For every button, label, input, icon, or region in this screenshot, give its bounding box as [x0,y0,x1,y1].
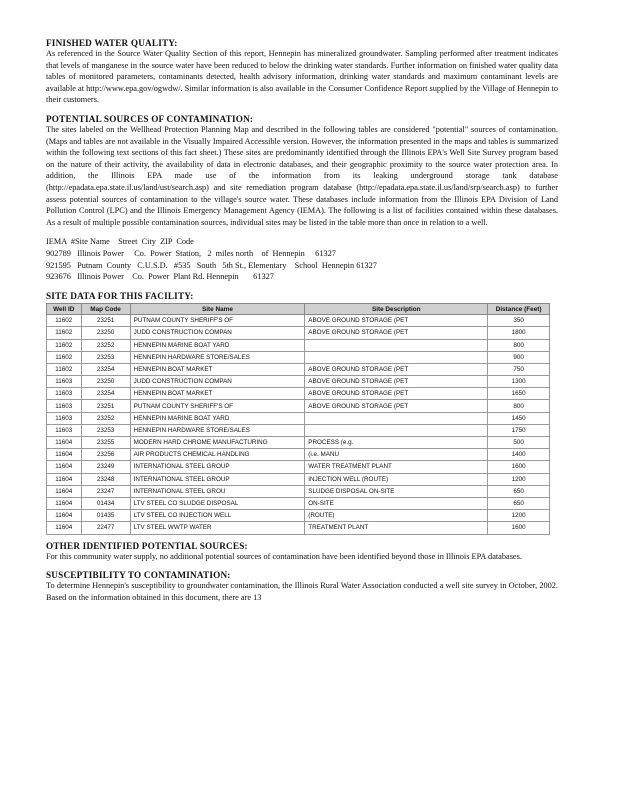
site-description-cell: TREATMENT PLANT [305,522,488,534]
column-header: Site Name [130,304,305,315]
site-description-cell [305,351,488,363]
iema-line: 902789 Illinois Power Co. Power Station, 2 miles north of Hennepin 61327 [46,249,336,259]
distance-cell: 650 [488,497,550,509]
site-description-cell: ABOVE GROUND STORAGE (PET [305,327,488,339]
site-description-cell [305,339,488,351]
distance-cell: 1600 [488,522,550,534]
well-id-cell: 11604 [47,522,82,534]
site-data-heading: SITE DATA FOR THIS FACILITY: [46,291,194,302]
column-header: Distance (Feet) [488,304,550,315]
site-name-cell: HENNEPIN BOAT MARKET [130,388,305,400]
susceptibility-heading: SUSCEPTIBILITY TO CONTAMINATION: [46,570,231,581]
site-name-cell: LTV STEEL CO SLUDGE DISPOSAL [130,497,305,509]
distance-cell: 1750 [488,424,550,436]
site-description-cell: ABOVE GROUND STORAGE (PET [305,363,488,375]
table-row [47,437,550,449]
table-row [47,449,550,461]
well-id-cell: 11603 [47,424,82,436]
well-id-cell: 11604 [47,485,82,497]
susceptibility-text: To determine Hennepin's susceptibility to groundwater contamination, the Illinois Rural Water Association conducted a well site survey in October, 2002. Based on the information obtained in this document, there are 13 [46,581,558,602]
site-name-cell: AIR PRODUCTS CHEMICAL HANDLING [130,449,305,461]
table-row [47,315,550,327]
well-id-cell: 11602 [47,363,82,375]
site-description-cell [305,412,488,424]
site-description-cell: ABOVE GROUND STORAGE (PET [305,400,488,412]
map-code-cell: 23255 [81,437,130,449]
site-description-cell: INJECTION WELL (ROUTE) [305,473,488,485]
well-id-cell: 11604 [47,473,82,485]
distance-cell: 1650 [488,388,550,400]
map-code-cell: 22477 [81,522,130,534]
site-description-cell: ABOVE GROUND STORAGE (PET [305,388,488,400]
table-row [47,400,550,412]
table-row [47,497,550,509]
potential-sources-text: The sites labeled on the Wellhead Protection Planning Map and described in the following tables are considered "potential" sources of contamination. (Maps and tables are not available in the Visually Impaired Accessible version. However, the information presented in the maps and tables is summarized within the following text sections of this fact sheet.) These sites are predominantly identified through the Illinois EPA's Well Site Survey program based on the nature of their activity, the availability of data in electronic databases, and their geographic proximity to the source water protection area. In addition, the Illinois EPA made use of the information from its leaking underground storage tank database (http://epadata.epa.state.il.us/land/ust/search.asp) and site remediation program database (http://epadata.epa.state.il.us/land/srp/search.asp) to further assess potential sources of contamination to the village's source water. These databases include information from the Illinois EPA Division of Land Pollution Control (LPC) and the Illinois Emergency Management Agency (IEMA). The following is a list of facilities contained within these databases. As a result of multiple possible contamination sources, individual sites may be listed in the table more than once in relation to a well. [46,124,558,227]
table-row [47,363,550,375]
site-description-cell: (ROUTE) [305,510,488,522]
distance-cell: 900 [488,351,550,363]
iema-list [46,236,558,283]
table-header-row [47,304,550,315]
site-name-cell: INTERNATIONAL STEEL GROU [130,485,305,497]
distance-cell: 1600 [488,461,550,473]
site-name-cell: PUTNAM COUNTY SHERIFF'S OF [130,315,305,327]
table-row [47,510,550,522]
site-description-cell: (i.e. MANU [305,449,488,461]
distance-cell: 800 [488,339,550,351]
potential-sources-heading: POTENTIAL SOURCES OF CONTAMINATION: [46,113,254,124]
iema-line: 921595 Putnam County C.U.S.D. #535 South 5th St., Elementary School Hennepin 61327 [46,260,377,270]
map-code-cell: 23253 [81,351,130,363]
map-code-cell: 01435 [81,510,130,522]
map-code-cell: 23247 [81,485,130,497]
site-description-cell: PROCESS (e.g. [305,437,488,449]
well-id-cell: 11604 [47,449,82,461]
table-row [47,485,550,497]
site-description-cell: SLUDGE DISPOSAL ON-SITE [305,485,488,497]
distance-cell: 1200 [488,473,550,485]
site-name-cell: INTERNATIONAL STEEL GROUP [130,461,305,473]
iema-header-line: IEMA #Site Name Street City ZIP Code [46,237,194,247]
distance-cell: 350 [488,315,550,327]
well-id-cell: 11603 [47,376,82,388]
distance-cell: 1450 [488,412,550,424]
site-name-cell: PUTNAM COUNTY SHERIFF'S OF [130,400,305,412]
distance-cell: 1300 [488,376,550,388]
table-row [47,424,550,436]
site-name-cell: HENNEPIN HARDWARE STORE/SALES [130,351,305,363]
site-name-cell: LTV STEEL WWTP WATER [130,522,305,534]
table-row [47,412,550,424]
well-id-cell: 11604 [47,510,82,522]
distance-cell: 1800 [488,327,550,339]
site-name-cell: INTERNATIONAL STEEL GROUP [130,473,305,485]
map-code-cell: 23250 [81,376,130,388]
table-row [47,473,550,485]
iema-line: 923676 Illinois Power Co. Power Plant Rd. Hennepin 61327 [46,272,274,282]
column-header: Site Description [305,304,488,315]
well-id-cell: 11602 [47,351,82,363]
site-name-cell: JUDD CONSTRUCTION COMPAN [130,327,305,339]
map-code-cell: 23252 [81,339,130,351]
distance-cell: 1200 [488,510,550,522]
map-code-cell: 23254 [81,388,130,400]
table-row [47,339,550,351]
site-data-table [46,303,550,534]
distance-cell: 800 [488,400,550,412]
site-name-cell: HENNEPIN BOAT MARKET [130,363,305,375]
map-code-cell: 23251 [81,315,130,327]
site-name-cell: HENNEPIN MARINE BOAT YARD [130,339,305,351]
well-id-cell: 11603 [47,388,82,400]
column-header: Map Code [81,304,130,315]
finished-water-quality-text: As referenced in the Source Water Quality Section of this report, Hennepin has mineralized groundwater. Sampling performed after treatment indicates that levels of manganese in the source water have been reduced to below the drinking water standards. Further information on finished water quality data tables of monitored parameters, contaminants detected, health advisory information, drinking water standards and maximum contaminant levels are available at http://www.epa.gov/ogwdw/. Similar information is also available in the Consumer Confidence Report supplied by the Village of Hennepin to their customers. [46,49,558,105]
table-row [47,522,550,534]
column-header: Well ID [47,304,82,315]
table-row [47,461,550,473]
map-code-cell: 23250 [81,327,130,339]
map-code-cell: 01434 [81,497,130,509]
well-id-cell: 11603 [47,400,82,412]
site-name-cell: HENNEPIN HARDWARE STORE/SALES [130,424,305,436]
finished-water-quality-heading: FINISHED WATER QUALITY: [46,38,178,48]
table-row [47,388,550,400]
site-description-cell [305,424,488,436]
site-data-rows [47,315,550,534]
table-row [47,376,550,388]
site-description-cell: ABOVE GROUND STORAGE (PET [305,376,488,388]
map-code-cell: 23253 [81,424,130,436]
other-sources-text: For this community water supply, no additional potential sources of contamination have been identified beyond those in Illinois EPA databases. [46,551,522,561]
distance-cell: 1400 [488,449,550,461]
distance-cell: 650 [488,485,550,497]
document-page [46,38,558,603]
map-code-cell: 23251 [81,400,130,412]
well-id-cell: 11602 [47,315,82,327]
map-code-cell: 23248 [81,473,130,485]
site-description-cell: ON-SITE [305,497,488,509]
site-name-cell: MODERN HARD CHROME MANUFACTURING [130,437,305,449]
well-id-cell: 11604 [47,437,82,449]
other-sources-heading: OTHER IDENTIFIED POTENTIAL SOURCES: [46,540,248,551]
well-id-cell: 11602 [47,339,82,351]
well-id-cell: 11603 [47,412,82,424]
map-code-cell: 23254 [81,363,130,375]
table-row [47,327,550,339]
map-code-cell: 23256 [81,449,130,461]
distance-cell: 750 [488,363,550,375]
well-id-cell: 11602 [47,327,82,339]
site-description-cell: ABOVE GROUND STORAGE (PET [305,315,488,327]
site-name-cell: HENNEPIN MARINE BOAT YARD [130,412,305,424]
site-name-cell: JUDD CONSTRUCTION COMPAN [130,376,305,388]
site-description-cell: WATER TREATMENT PLANT [305,461,488,473]
table-row [47,351,550,363]
site-name-cell: LTV STEEL CO INJECTION WELL [130,510,305,522]
distance-cell: 500 [488,437,550,449]
map-code-cell: 23249 [81,461,130,473]
well-id-cell: 11604 [47,497,82,509]
map-code-cell: 23252 [81,412,130,424]
well-id-cell: 11604 [47,461,82,473]
